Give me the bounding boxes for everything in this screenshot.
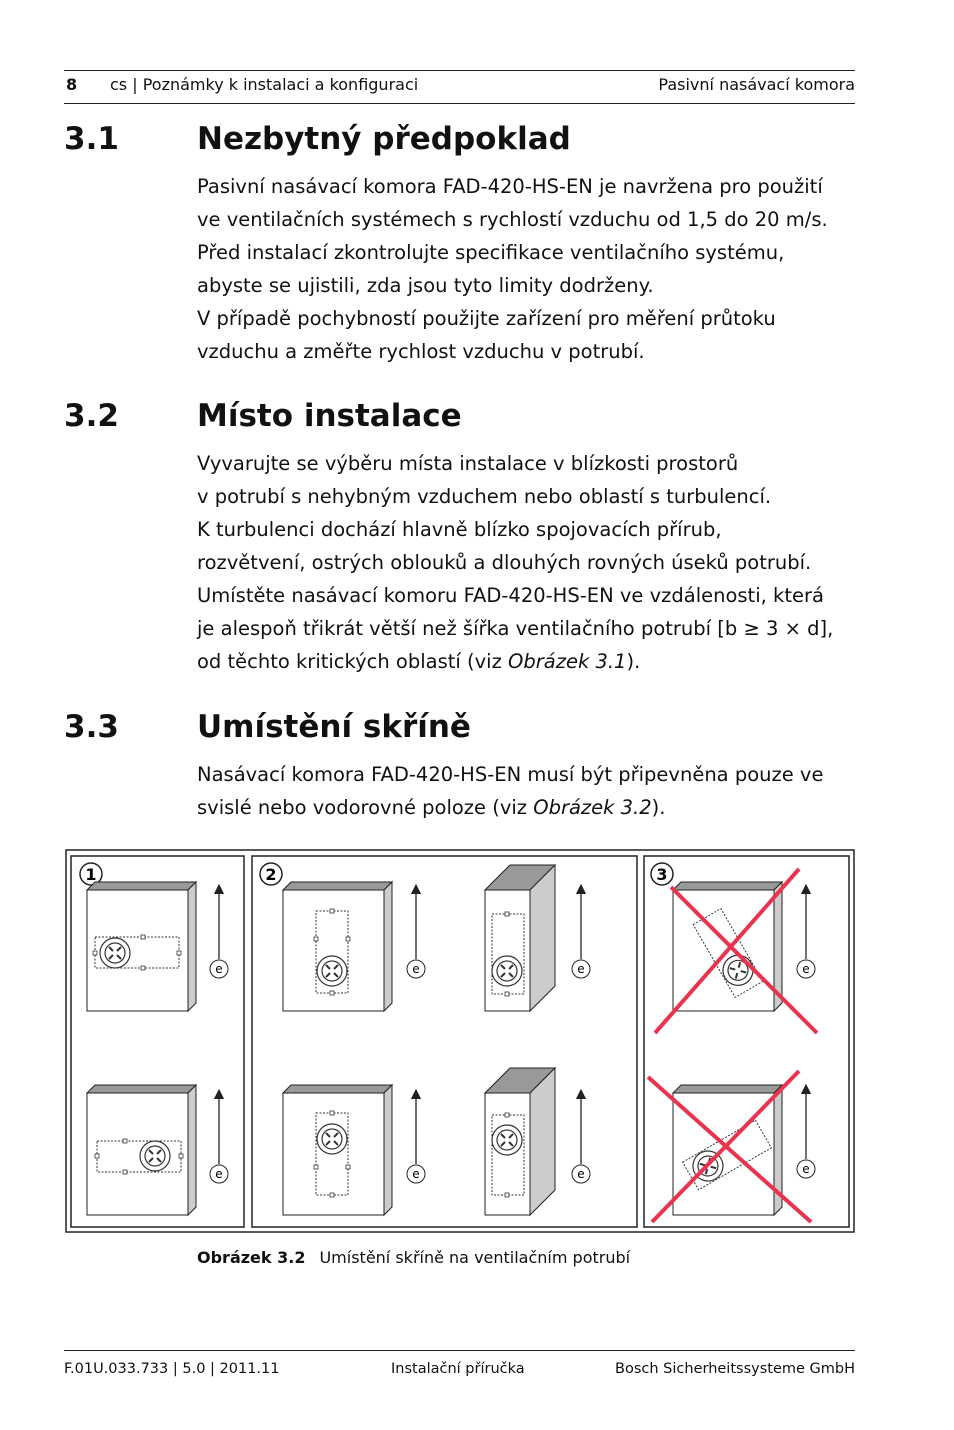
text-line: K turbulenci dochází hlavně blízko spojovacích přírub,	[197, 518, 722, 541]
duct-box-1b	[87, 1085, 196, 1215]
duct-box-2b	[283, 1085, 392, 1215]
text-line: v potrubí s nehybným vzduchem nebo oblastí s turbulencí.	[197, 485, 772, 508]
section-title-3-3: Umístění skříně	[197, 709, 471, 745]
panel-badge-2	[260, 863, 282, 885]
text-line	[197, 645, 867, 678]
arrow-label: e	[215, 962, 223, 976]
panel-label-1: 1	[85, 865, 97, 884]
chapter-title: cs | Poznámky k instalaci a konfiguraci	[110, 75, 419, 94]
text-line: ve ventilačních systémech s rychlostí vzduchu od 1,5 do 20 m/s.	[197, 208, 828, 231]
text-line: V případě pochybností použijte zařízení pro měření průtoku	[197, 307, 776, 330]
text-line: rozvětvení, ostrých oblouků a dlouhých rovných úseků potrubí.	[197, 551, 812, 574]
arrow-label: e	[215, 1167, 223, 1181]
text-fragment: ).	[626, 650, 641, 673]
arrow-label: e	[577, 962, 585, 976]
text-line: Nasávací komora FAD-420-HS-EN musí být připevněna pouze ve	[197, 763, 824, 786]
figure-reference-link[interactable]: Obrázek 3.2	[533, 796, 652, 819]
text-line: Před instalací zkontrolujte specifikace ventilačního systému,	[197, 241, 785, 264]
page-number: 8	[66, 75, 78, 94]
figure-reference-link[interactable]: Obrázek 3.1	[508, 650, 627, 673]
arrow-label: e	[412, 1167, 420, 1181]
page-header	[64, 70, 855, 104]
caption-label: Obrázek 3.2	[197, 1248, 306, 1267]
section-body-3-3	[197, 758, 867, 824]
text-line: je alespoň třikrát větší než šířka ventilačního potrubí [b ≥ 3 × d],	[197, 617, 834, 640]
section-number-3-1: 3.1	[64, 121, 119, 157]
text-line: vzduchu a změřte rychlost vzduchu v potrubí.	[197, 340, 645, 363]
panel-badge-3	[651, 863, 673, 885]
text-line: Umístěte nasávací komoru FAD-420-HS-EN ve vzdálenosti, která	[197, 584, 824, 607]
text-line: Vyvarujte se výběru místa instalace v blízkosti prostorů	[197, 452, 739, 475]
text-fragment: ).	[651, 796, 666, 819]
page-footer	[64, 1350, 855, 1389]
duct-box-2a	[283, 882, 392, 1011]
figure-mounting-diagram	[65, 849, 855, 1233]
text-line: abyste se ujistili, zda jsou tyto limity dodrženy.	[197, 274, 654, 297]
figure-caption	[197, 1248, 630, 1267]
section-body-3-1	[197, 170, 867, 368]
arrow-label: e	[802, 962, 810, 976]
product-name: Pasivní nasávací komora	[658, 75, 855, 94]
duct-box-2d	[485, 1068, 555, 1215]
section-number-3-3: 3.3	[64, 709, 119, 745]
duct-box-2c	[485, 865, 555, 1011]
arrow-label: e	[412, 962, 420, 976]
panel-label-3: 3	[656, 865, 668, 884]
section-title-3-1: Nezbytný předpoklad	[197, 121, 571, 157]
text-fragment: od těchto kritických oblastí (viz	[197, 650, 509, 673]
document-type: Instalační příručka	[391, 1361, 525, 1377]
duct-box-1a	[87, 882, 196, 1011]
section-number-3-2: 3.2	[64, 398, 119, 434]
arrow-label: e	[802, 1162, 810, 1176]
text-line: Pasivní nasávací komora FAD-420-HS-EN je navržena pro použití	[197, 175, 823, 198]
section-title-3-2: Místo instalace	[197, 398, 462, 434]
panel-label-2: 2	[265, 865, 277, 884]
section-body-3-2	[197, 447, 867, 678]
arrow-label: e	[577, 1167, 585, 1181]
document-id: F.01U.033.733 | 5.0 | 2011.11	[64, 1361, 280, 1377]
text-fragment: svislé nebo vodorovné poloze (viz	[197, 796, 534, 819]
company-name: Bosch Sicherheitssysteme GmbH	[615, 1361, 855, 1377]
text-line	[197, 791, 867, 824]
caption-text: Umístění skříně na ventilačním potrubí	[319, 1248, 631, 1267]
